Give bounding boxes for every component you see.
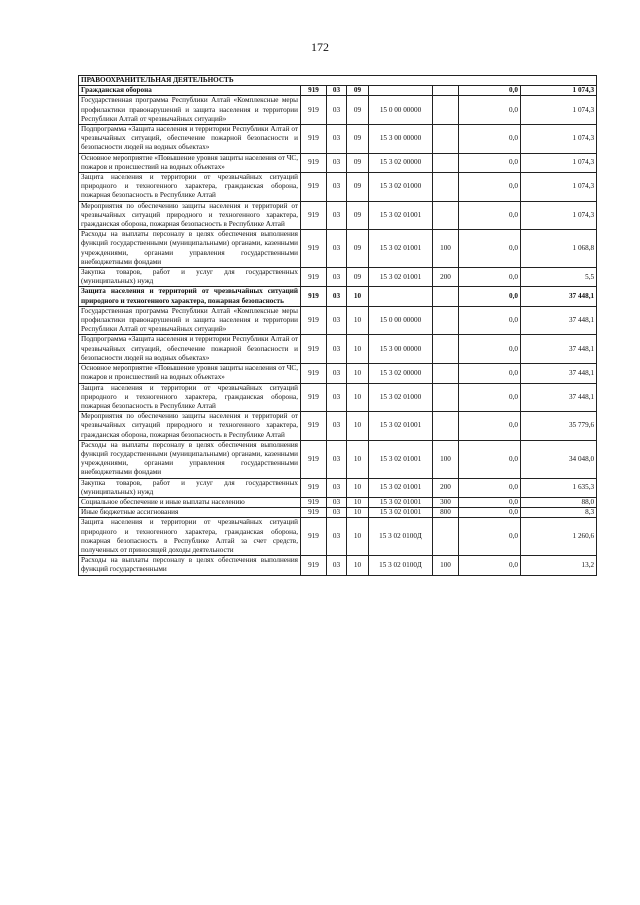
row-value-1: 0,0	[459, 335, 521, 364]
row-subsection-code: 10	[347, 518, 369, 556]
row-ved-code: 919	[301, 86, 327, 96]
row-value-2: 37 448,1	[521, 287, 597, 306]
row-name: Иные бюджетные ассигнования	[79, 508, 301, 518]
row-name: Защита населения и территории от чрезвычайных ситуаций природного и техногенного характера, гражданская оборона, пожарная безопасность в Республике Алтай	[79, 173, 301, 202]
row-value-2: 8,3	[521, 508, 597, 518]
table-row	[79, 440, 597, 478]
row-section-code: 03	[327, 508, 347, 518]
row-section-code: 03	[327, 497, 347, 507]
row-value-1: 0,0	[459, 364, 521, 383]
row-value-1: 0,0	[459, 287, 521, 306]
row-value-2: 1 074,3	[521, 96, 597, 125]
row-value-2: 1 074,3	[521, 125, 597, 154]
row-ved-code: 919	[301, 201, 327, 230]
row-name: Расходы на выплаты персоналу в целях обеспечения выполнения функций государственными (муниципальными) органами, казенными учреждениями, органами управления государственными внебюджетными фондами	[79, 230, 301, 268]
row-section-code: 03	[327, 230, 347, 268]
row-subsection-code: 09	[347, 96, 369, 125]
row-section-code: 03	[327, 173, 347, 202]
row-ved-code: 919	[301, 335, 327, 364]
row-subsection-code: 10	[347, 440, 369, 478]
row-value-2: 1 068,8	[521, 230, 597, 268]
row-expense-type	[433, 96, 459, 125]
row-expense-type: 200	[433, 478, 459, 497]
row-name: Подпрограмма «Защита населения и территории Республики Алтай от чрезвычайных ситуаций, обеспечение пожарной безопасности и безопасности людей на водных объектах»	[79, 335, 301, 364]
row-target-article: 15 3 02 0100Д	[369, 518, 433, 556]
table-row	[79, 96, 597, 125]
row-value-1: 0,0	[459, 153, 521, 172]
table-row	[79, 478, 597, 497]
row-section-code: 03	[327, 364, 347, 383]
row-value-1: 0,0	[459, 306, 521, 335]
table-row	[79, 268, 597, 287]
row-target-article: 15 3 02 01001	[369, 201, 433, 230]
row-ved-code: 919	[301, 268, 327, 287]
row-expense-type	[433, 153, 459, 172]
row-value-1: 0,0	[459, 125, 521, 154]
row-expense-type	[433, 364, 459, 383]
row-value-2: 1 635,3	[521, 478, 597, 497]
row-subsection-code: 09	[347, 125, 369, 154]
row-name: Государственная программа Республики Алтай «Комплексные меры профилактики правонарушений и защита населения и территории Республики Алтай от чрезвычайных ситуаций»	[79, 96, 301, 125]
row-target-article: 15 3 00 00000	[369, 335, 433, 364]
budget-table	[78, 75, 597, 576]
table-row	[79, 518, 597, 556]
row-subsection-code: 09	[347, 86, 369, 96]
section-row	[79, 76, 597, 86]
row-value-1: 0,0	[459, 96, 521, 125]
row-subsection-code: 10	[347, 306, 369, 335]
row-subsection-code: 09	[347, 201, 369, 230]
table-row	[79, 306, 597, 335]
row-subsection-code: 10	[347, 412, 369, 441]
row-target-article: 15 3 02 0100Д	[369, 556, 433, 575]
row-name: Мероприятия по обеспечению защиты населения и территорий от чрезвычайных ситуаций природного и техногенного характера, гражданская оборона, пожарная безопасность в Республике Алтай	[79, 201, 301, 230]
table-row	[79, 556, 597, 575]
section-title: ПРАВООХРАНИТЕЛЬНАЯ ДЕЯТЕЛЬНОСТЬ	[79, 76, 597, 86]
row-expense-type: 100	[433, 440, 459, 478]
row-value-2: 34 048,0	[521, 440, 597, 478]
row-name: Мероприятия по обеспечению защиты населения и территорий от чрезвычайных ситуаций природного и техногенного характера, гражданская оборона, пожарная безопасность в Республике Алтай	[79, 412, 301, 441]
row-ved-code: 919	[301, 287, 327, 306]
row-value-2: 1 074,3	[521, 173, 597, 202]
row-value-2: 35 779,6	[521, 412, 597, 441]
row-name: Государственная программа Республики Алтай «Комплексные меры профилактики правонарушений и защита населения и территории Республики Алтай от чрезвычайных ситуаций»	[79, 306, 301, 335]
row-target-article: 15 3 02 01001	[369, 440, 433, 478]
row-expense-type: 200	[433, 268, 459, 287]
row-section-code: 03	[327, 201, 347, 230]
row-ved-code: 919	[301, 383, 327, 412]
row-target-article: 15 3 02 01000	[369, 383, 433, 412]
row-expense-type	[433, 86, 459, 96]
row-value-2: 37 448,1	[521, 306, 597, 335]
row-value-2: 13,2	[521, 556, 597, 575]
row-value-1: 0,0	[459, 86, 521, 96]
row-section-code: 03	[327, 383, 347, 412]
row-subsection-code: 10	[347, 508, 369, 518]
row-ved-code: 919	[301, 230, 327, 268]
row-section-code: 03	[327, 335, 347, 364]
row-section-code: 03	[327, 287, 347, 306]
row-target-article: 15 3 02 00000	[369, 364, 433, 383]
row-target-article: 15 3 02 01001	[369, 230, 433, 268]
row-subsection-code: 10	[347, 556, 369, 575]
row-name: Защита населения и территории от чрезвычайных ситуаций природного и техногенного характера, гражданская оборона, пожарная безопасность в Республике Алтай	[79, 383, 301, 412]
row-value-1: 0,0	[459, 173, 521, 202]
row-subsection-code: 10	[347, 497, 369, 507]
row-value-1: 0,0	[459, 230, 521, 268]
row-expense-type	[433, 201, 459, 230]
row-name: Расходы на выплаты персоналу в целях обеспечения выполнения функций государственными	[79, 556, 301, 575]
row-ved-code: 919	[301, 508, 327, 518]
row-expense-type	[433, 412, 459, 441]
row-name: Закупка товаров, работ и услуг для государственных (муниципальных) нужд	[79, 268, 301, 287]
row-expense-type: 100	[433, 230, 459, 268]
row-section-code: 03	[327, 96, 347, 125]
row-ved-code: 919	[301, 412, 327, 441]
row-value-2: 1 074,3	[521, 201, 597, 230]
row-target-article: 15 0 00 00000	[369, 96, 433, 125]
row-target-article: 15 3 02 01001	[369, 497, 433, 507]
table-row	[79, 287, 597, 306]
row-section-code: 03	[327, 268, 347, 287]
row-expense-type	[433, 173, 459, 202]
table-row	[79, 173, 597, 202]
row-ved-code: 919	[301, 96, 327, 125]
row-subsection-code: 10	[347, 364, 369, 383]
row-name: Закупка товаров, работ и услуг для государственных (муниципальных) нужд	[79, 478, 301, 497]
row-expense-type: 100	[433, 556, 459, 575]
row-target-article: 15 3 02 01000	[369, 173, 433, 202]
row-ved-code: 919	[301, 306, 327, 335]
row-name: Социальное обеспечение и иные выплаты населению	[79, 497, 301, 507]
row-value-2: 37 448,1	[521, 383, 597, 412]
row-expense-type	[433, 383, 459, 412]
row-value-2: 37 448,1	[521, 335, 597, 364]
row-value-1: 0,0	[459, 383, 521, 412]
row-target-article: 15 0 00 00000	[369, 306, 433, 335]
row-subsection-code: 10	[347, 335, 369, 364]
row-expense-type	[433, 287, 459, 306]
row-expense-type	[433, 335, 459, 364]
row-expense-type	[433, 306, 459, 335]
table-row	[79, 508, 597, 518]
row-section-code: 03	[327, 556, 347, 575]
row-name: Защита населения и территории от чрезвычайных ситуаций природного и техногенного характера, гражданская оборона, пожарная безопасность в Республике Алтай за счет средств, полученных от приносящей доходы деятельности	[79, 518, 301, 556]
table-row	[79, 153, 597, 172]
row-value-2: 88,0	[521, 497, 597, 507]
row-value-1: 0,0	[459, 440, 521, 478]
table-row	[79, 86, 597, 96]
row-name: Основное мероприятие «Повышение уровня защиты населения от ЧС, пожаров и происшествий на водных объектах»	[79, 364, 301, 383]
row-section-code: 03	[327, 86, 347, 96]
row-subsection-code: 09	[347, 153, 369, 172]
row-subsection-code: 09	[347, 268, 369, 287]
row-value-2: 37 448,1	[521, 364, 597, 383]
row-name: Гражданская оборона	[79, 86, 301, 96]
row-section-code: 03	[327, 440, 347, 478]
row-target-article: 15 3 02 01001	[369, 412, 433, 441]
table-row	[79, 497, 597, 507]
table-row	[79, 201, 597, 230]
row-subsection-code: 10	[347, 287, 369, 306]
row-ved-code: 919	[301, 125, 327, 154]
row-value-2: 5,5	[521, 268, 597, 287]
row-ved-code: 919	[301, 440, 327, 478]
row-value-1: 0,0	[459, 497, 521, 507]
row-target-article: 15 3 02 01001	[369, 478, 433, 497]
row-value-1: 0,0	[459, 478, 521, 497]
table-row	[79, 364, 597, 383]
row-ved-code: 919	[301, 556, 327, 575]
row-expense-type	[433, 125, 459, 154]
table-row	[79, 412, 597, 441]
budget-table-body	[79, 76, 597, 576]
row-ved-code: 919	[301, 153, 327, 172]
table-row	[79, 125, 597, 154]
row-value-2: 1 074,3	[521, 153, 597, 172]
row-expense-type	[433, 518, 459, 556]
row-value-1: 0,0	[459, 518, 521, 556]
row-target-article	[369, 287, 433, 306]
row-value-1: 0,0	[459, 412, 521, 441]
row-target-article	[369, 86, 433, 96]
row-name: Основное мероприятие «Повышение уровня защиты населения от ЧС, пожаров и происшествий на водных объектах»	[79, 153, 301, 172]
row-name: Защита населения и территорий от чрезвычайных ситуаций природного и техногенного характера, пожарная безопасность	[79, 287, 301, 306]
row-target-article: 15 3 02 00000	[369, 153, 433, 172]
row-subsection-code: 09	[347, 230, 369, 268]
table-row	[79, 230, 597, 268]
row-subsection-code: 09	[347, 173, 369, 202]
row-section-code: 03	[327, 306, 347, 335]
row-subsection-code: 10	[347, 383, 369, 412]
row-expense-type: 800	[433, 508, 459, 518]
table-row	[79, 383, 597, 412]
row-value-1: 0,0	[459, 556, 521, 575]
row-subsection-code: 10	[347, 478, 369, 497]
row-value-1: 0,0	[459, 508, 521, 518]
row-name: Подпрограмма «Защита населения и территории Республики Алтай от чрезвычайных ситуаций, обеспечение пожарной безопасности и безопасности людей на водных объектах»	[79, 125, 301, 154]
row-target-article: 15 3 00 00000	[369, 125, 433, 154]
row-section-code: 03	[327, 153, 347, 172]
row-target-article: 15 3 02 01001	[369, 508, 433, 518]
row-value-1: 0,0	[459, 201, 521, 230]
row-ved-code: 919	[301, 497, 327, 507]
row-name: Расходы на выплаты персоналу в целях обеспечения выполнения функций государственными (муниципальными) органами, казенными учреждениями, органами управления государственными внебюджетными фондами	[79, 440, 301, 478]
row-value-1: 0,0	[459, 268, 521, 287]
row-ved-code: 919	[301, 478, 327, 497]
row-value-2: 1 074,3	[521, 86, 597, 96]
row-section-code: 03	[327, 518, 347, 556]
row-target-article: 15 3 02 01001	[369, 268, 433, 287]
row-expense-type: 300	[433, 497, 459, 507]
table-row	[79, 335, 597, 364]
row-ved-code: 919	[301, 518, 327, 556]
row-value-2: 1 260,6	[521, 518, 597, 556]
row-section-code: 03	[327, 478, 347, 497]
row-ved-code: 919	[301, 364, 327, 383]
row-section-code: 03	[327, 412, 347, 441]
row-ved-code: 919	[301, 173, 327, 202]
row-section-code: 03	[327, 125, 347, 154]
page-number: 172	[311, 40, 329, 54]
